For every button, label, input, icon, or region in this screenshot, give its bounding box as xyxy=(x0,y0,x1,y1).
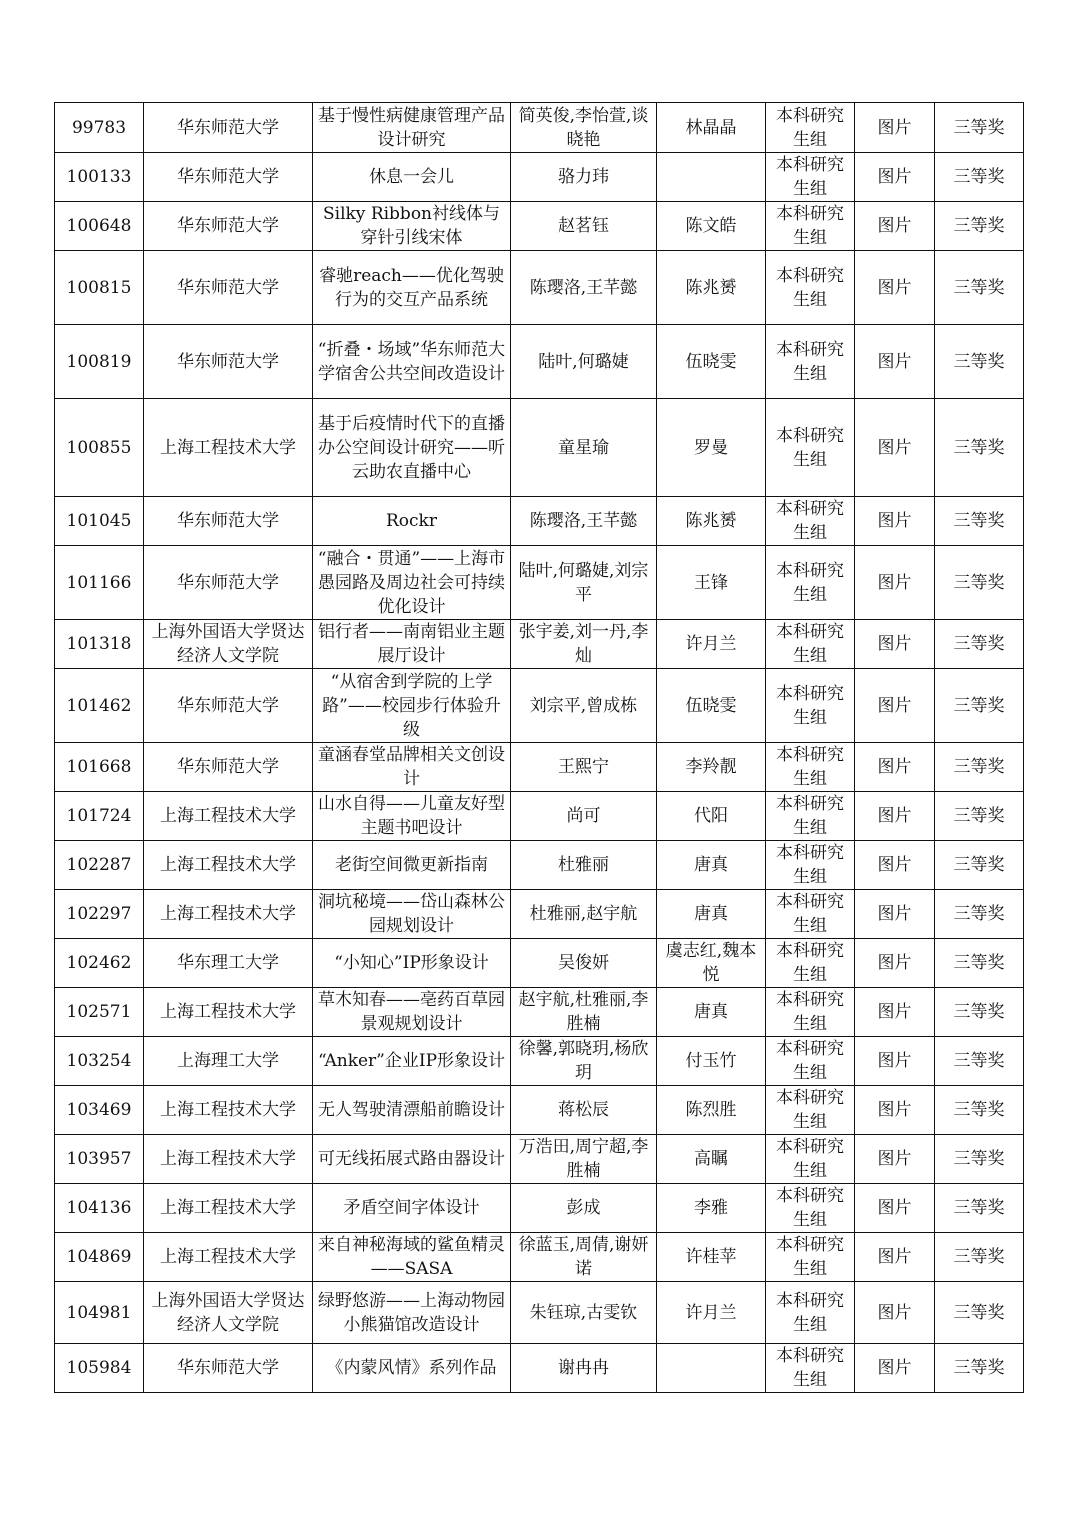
cell-authors: 童星瑜 xyxy=(511,399,657,497)
cell-id: 100133 xyxy=(55,153,144,202)
cell-id: 101462 xyxy=(55,669,144,743)
cell-award: 三等奖 xyxy=(935,399,1024,497)
table-row xyxy=(55,1037,1024,1086)
cell-title: 矛盾空间字体设计 xyxy=(313,1184,511,1233)
table-row xyxy=(55,669,1024,743)
cell-title: “Anker”企业IP形象设计 xyxy=(313,1037,511,1086)
cell-title: 睿驰reach——优化驾驶行为的交互产品系统 xyxy=(313,251,511,325)
cell-title: 休息一会儿 xyxy=(313,153,511,202)
cell-group: 本科研究生组 xyxy=(766,325,855,399)
cell-id: 101045 xyxy=(55,497,144,546)
cell-award: 三等奖 xyxy=(935,103,1024,153)
cell-advisor: 付玉竹 xyxy=(657,1037,766,1086)
cell-group: 本科研究生组 xyxy=(766,988,855,1037)
cell-category: 图片 xyxy=(855,743,935,792)
cell-award: 三等奖 xyxy=(935,1184,1024,1233)
cell-school: 华东师范大学 xyxy=(144,669,313,743)
cell-title: 老街空间微更新指南 xyxy=(313,841,511,890)
cell-group: 本科研究生组 xyxy=(766,399,855,497)
cell-title: 基于慢性病健康管理产品设计研究 xyxy=(313,103,511,153)
cell-authors: 彭成 xyxy=(511,1184,657,1233)
table-row xyxy=(55,792,1024,841)
cell-school: 上海工程技术大学 xyxy=(144,1233,313,1282)
cell-group: 本科研究生组 xyxy=(766,743,855,792)
cell-advisor xyxy=(657,153,766,202)
cell-title: 《内蒙风情》系列作品 xyxy=(313,1344,511,1393)
cell-school: 上海工程技术大学 xyxy=(144,1135,313,1184)
cell-advisor: 罗曼 xyxy=(657,399,766,497)
cell-authors: 杜雅丽,赵宇航 xyxy=(511,890,657,939)
cell-id: 103957 xyxy=(55,1135,144,1184)
cell-authors: 吴俊妍 xyxy=(511,939,657,988)
cell-title: “小知心”IP形象设计 xyxy=(313,939,511,988)
cell-title: 铝行者——南南铝业主题展厅设计 xyxy=(313,620,511,669)
cell-group: 本科研究生组 xyxy=(766,841,855,890)
cell-award: 三等奖 xyxy=(935,620,1024,669)
cell-id: 100855 xyxy=(55,399,144,497)
table-row xyxy=(55,202,1024,251)
table-row xyxy=(55,743,1024,792)
cell-title: “从宿舍到学院的上学路”——校园步行体验升级 xyxy=(313,669,511,743)
cell-advisor: 虞志红,魏本悦 xyxy=(657,939,766,988)
table-row xyxy=(55,890,1024,939)
cell-id: 100819 xyxy=(55,325,144,399)
cell-authors: 蒋松辰 xyxy=(511,1086,657,1135)
awards-table-body xyxy=(55,103,1024,1393)
table-row xyxy=(55,1344,1024,1393)
cell-id: 104869 xyxy=(55,1233,144,1282)
cell-school: 华东师范大学 xyxy=(144,325,313,399)
cell-category: 图片 xyxy=(855,620,935,669)
cell-authors: 王熙宁 xyxy=(511,743,657,792)
table-row xyxy=(55,325,1024,399)
cell-authors: 张宇姜,刘一丹,李灿 xyxy=(511,620,657,669)
cell-id: 105984 xyxy=(55,1344,144,1393)
cell-authors: 朱钰琼,古雯钦 xyxy=(511,1282,657,1344)
cell-school: 上海工程技术大学 xyxy=(144,988,313,1037)
table-row xyxy=(55,399,1024,497)
cell-award: 三等奖 xyxy=(935,153,1024,202)
cell-category: 图片 xyxy=(855,325,935,399)
cell-id: 104981 xyxy=(55,1282,144,1344)
cell-category: 图片 xyxy=(855,1233,935,1282)
cell-award: 三等奖 xyxy=(935,325,1024,399)
cell-authors: 赵宇航,杜雅丽,李胜楠 xyxy=(511,988,657,1037)
cell-title: 可无线拓展式路由器设计 xyxy=(313,1135,511,1184)
cell-advisor: 陈烈胜 xyxy=(657,1086,766,1135)
cell-authors: 万浩田,周宁超,李胜楠 xyxy=(511,1135,657,1184)
awards-table xyxy=(54,102,1024,1393)
table-row xyxy=(55,1233,1024,1282)
cell-group: 本科研究生组 xyxy=(766,792,855,841)
cell-category: 图片 xyxy=(855,1282,935,1344)
cell-advisor: 伍晓雯 xyxy=(657,325,766,399)
cell-advisor: 唐真 xyxy=(657,841,766,890)
cell-group: 本科研究生组 xyxy=(766,153,855,202)
cell-authors: 赵茗钰 xyxy=(511,202,657,251)
cell-group: 本科研究生组 xyxy=(766,1037,855,1086)
cell-title: 绿野悠游——上海动物园小熊猫馆改造设计 xyxy=(313,1282,511,1344)
cell-award: 三等奖 xyxy=(935,1037,1024,1086)
cell-advisor: 陈兆赟 xyxy=(657,251,766,325)
table-row xyxy=(55,497,1024,546)
cell-authors: 杜雅丽 xyxy=(511,841,657,890)
cell-title: 基于后疫情时代下的直播办公空间设计研究——听云助农直播中心 xyxy=(313,399,511,497)
cell-category: 图片 xyxy=(855,546,935,620)
cell-advisor xyxy=(657,1344,766,1393)
cell-school: 上海外国语大学贤达经济人文学院 xyxy=(144,1282,313,1344)
cell-category: 图片 xyxy=(855,1344,935,1393)
table-row xyxy=(55,1184,1024,1233)
cell-title: 来自神秘海域的鲨鱼精灵——SASA xyxy=(313,1233,511,1282)
cell-category: 图片 xyxy=(855,841,935,890)
cell-school: 上海工程技术大学 xyxy=(144,890,313,939)
cell-id: 100648 xyxy=(55,202,144,251)
cell-group: 本科研究生组 xyxy=(766,1344,855,1393)
cell-id: 101724 xyxy=(55,792,144,841)
cell-advisor: 唐真 xyxy=(657,988,766,1037)
cell-group: 本科研究生组 xyxy=(766,103,855,153)
cell-advisor: 伍晓雯 xyxy=(657,669,766,743)
cell-advisor: 王锋 xyxy=(657,546,766,620)
cell-authors: 尚可 xyxy=(511,792,657,841)
cell-school: 上海工程技术大学 xyxy=(144,1184,313,1233)
cell-title: 山水自得——儿童友好型主题书吧设计 xyxy=(313,792,511,841)
cell-title: 童涵春堂品牌相关文创设计 xyxy=(313,743,511,792)
cell-authors: 骆力玮 xyxy=(511,153,657,202)
cell-category: 图片 xyxy=(855,890,935,939)
cell-authors: 刘宗平,曾成栋 xyxy=(511,669,657,743)
cell-authors: 徐馨,郭晓玥,杨欣玥 xyxy=(511,1037,657,1086)
cell-category: 图片 xyxy=(855,103,935,153)
cell-category: 图片 xyxy=(855,1086,935,1135)
cell-category: 图片 xyxy=(855,251,935,325)
cell-category: 图片 xyxy=(855,1184,935,1233)
cell-advisor: 李羚靓 xyxy=(657,743,766,792)
cell-group: 本科研究生组 xyxy=(766,890,855,939)
cell-category: 图片 xyxy=(855,988,935,1037)
cell-category: 图片 xyxy=(855,669,935,743)
cell-advisor: 高瞩 xyxy=(657,1135,766,1184)
cell-category: 图片 xyxy=(855,497,935,546)
cell-school: 上海工程技术大学 xyxy=(144,1086,313,1135)
cell-award: 三等奖 xyxy=(935,841,1024,890)
cell-category: 图片 xyxy=(855,792,935,841)
cell-award: 三等奖 xyxy=(935,1135,1024,1184)
cell-group: 本科研究生组 xyxy=(766,939,855,988)
cell-school: 上海工程技术大学 xyxy=(144,841,313,890)
cell-group: 本科研究生组 xyxy=(766,497,855,546)
cell-award: 三等奖 xyxy=(935,202,1024,251)
cell-id: 103469 xyxy=(55,1086,144,1135)
cell-title: 草木知春——亳药百草园景观规划设计 xyxy=(313,988,511,1037)
cell-group: 本科研究生组 xyxy=(766,202,855,251)
cell-award: 三等奖 xyxy=(935,743,1024,792)
cell-title: 洞坑秘境——岱山森林公园规划设计 xyxy=(313,890,511,939)
cell-id: 100815 xyxy=(55,251,144,325)
cell-group: 本科研究生组 xyxy=(766,1135,855,1184)
cell-school: 华东理工大学 xyxy=(144,939,313,988)
cell-advisor: 陈兆赟 xyxy=(657,497,766,546)
cell-title: “融合・贯通”——上海市愚园路及周边社会可持续优化设计 xyxy=(313,546,511,620)
cell-id: 102462 xyxy=(55,939,144,988)
cell-advisor: 唐真 xyxy=(657,890,766,939)
cell-title: Silky Ribbon衬线体与穿针引线宋体 xyxy=(313,202,511,251)
cell-group: 本科研究生组 xyxy=(766,1184,855,1233)
cell-advisor: 陈文皓 xyxy=(657,202,766,251)
cell-award: 三等奖 xyxy=(935,939,1024,988)
cell-advisor: 许月兰 xyxy=(657,1282,766,1344)
cell-id: 99783 xyxy=(55,103,144,153)
cell-award: 三等奖 xyxy=(935,497,1024,546)
table-row xyxy=(55,620,1024,669)
cell-award: 三等奖 xyxy=(935,669,1024,743)
cell-id: 102297 xyxy=(55,890,144,939)
cell-school: 华东师范大学 xyxy=(144,153,313,202)
cell-award: 三等奖 xyxy=(935,1344,1024,1393)
cell-advisor: 许桂苹 xyxy=(657,1233,766,1282)
cell-advisor: 许月兰 xyxy=(657,620,766,669)
table-row xyxy=(55,251,1024,325)
cell-group: 本科研究生组 xyxy=(766,1086,855,1135)
cell-group: 本科研究生组 xyxy=(766,1233,855,1282)
cell-school: 华东师范大学 xyxy=(144,546,313,620)
cell-group: 本科研究生组 xyxy=(766,546,855,620)
cell-group: 本科研究生组 xyxy=(766,620,855,669)
cell-award: 三等奖 xyxy=(935,890,1024,939)
cell-school: 上海理工大学 xyxy=(144,1037,313,1086)
cell-school: 上海工程技术大学 xyxy=(144,792,313,841)
cell-category: 图片 xyxy=(855,939,935,988)
table-row xyxy=(55,546,1024,620)
table-row xyxy=(55,1086,1024,1135)
cell-category: 图片 xyxy=(855,1037,935,1086)
table-row xyxy=(55,1135,1024,1184)
cell-school: 华东师范大学 xyxy=(144,497,313,546)
cell-advisor: 李雅 xyxy=(657,1184,766,1233)
cell-category: 图片 xyxy=(855,1135,935,1184)
cell-school: 华东师范大学 xyxy=(144,251,313,325)
cell-award: 三等奖 xyxy=(935,792,1024,841)
table-row xyxy=(55,841,1024,890)
cell-school: 华东师范大学 xyxy=(144,1344,313,1393)
cell-group: 本科研究生组 xyxy=(766,669,855,743)
cell-school: 华东师范大学 xyxy=(144,103,313,153)
cell-authors: 陈璎洛,王芊懿 xyxy=(511,497,657,546)
cell-category: 图片 xyxy=(855,202,935,251)
cell-authors: 简英俊,李怡萱,谈晓艳 xyxy=(511,103,657,153)
table-row xyxy=(55,939,1024,988)
cell-school: 华东师范大学 xyxy=(144,202,313,251)
cell-group: 本科研究生组 xyxy=(766,251,855,325)
cell-id: 101668 xyxy=(55,743,144,792)
cell-id: 102571 xyxy=(55,988,144,1037)
cell-award: 三等奖 xyxy=(935,988,1024,1037)
cell-title: “折叠・场域”华东师范大学宿舍公共空间改造设计 xyxy=(313,325,511,399)
cell-category: 图片 xyxy=(855,153,935,202)
cell-school: 上海工程技术大学 xyxy=(144,399,313,497)
cell-title: Rockr xyxy=(313,497,511,546)
table-row xyxy=(55,1282,1024,1344)
cell-id: 103254 xyxy=(55,1037,144,1086)
cell-advisor: 代阳 xyxy=(657,792,766,841)
cell-award: 三等奖 xyxy=(935,251,1024,325)
cell-title: 无人驾驶清漂船前瞻设计 xyxy=(313,1086,511,1135)
cell-authors: 徐蓝玉,周倩,谢妍诺 xyxy=(511,1233,657,1282)
cell-id: 102287 xyxy=(55,841,144,890)
cell-authors: 谢冉冉 xyxy=(511,1344,657,1393)
cell-id: 104136 xyxy=(55,1184,144,1233)
cell-advisor: 林晶晶 xyxy=(657,103,766,153)
cell-award: 三等奖 xyxy=(935,1233,1024,1282)
cell-award: 三等奖 xyxy=(935,546,1024,620)
cell-group: 本科研究生组 xyxy=(766,1282,855,1344)
cell-authors: 陆叶,何璐婕,刘宗平 xyxy=(511,546,657,620)
cell-authors: 陈璎洛,王芊懿 xyxy=(511,251,657,325)
cell-award: 三等奖 xyxy=(935,1086,1024,1135)
table-row xyxy=(55,153,1024,202)
cell-id: 101318 xyxy=(55,620,144,669)
cell-id: 101166 xyxy=(55,546,144,620)
cell-category: 图片 xyxy=(855,399,935,497)
cell-authors: 陆叶,何璐婕 xyxy=(511,325,657,399)
table-row xyxy=(55,103,1024,153)
cell-school: 华东师范大学 xyxy=(144,743,313,792)
table-row xyxy=(55,988,1024,1037)
cell-award: 三等奖 xyxy=(935,1282,1024,1344)
cell-school: 上海外国语大学贤达经济人文学院 xyxy=(144,620,313,669)
